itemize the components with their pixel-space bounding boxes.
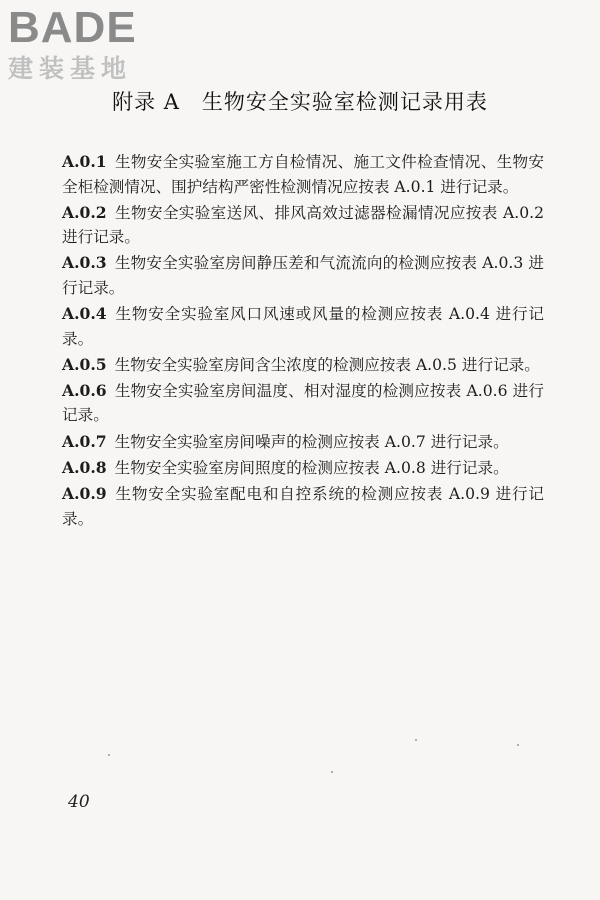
clause-text: 生物安全实验室房间噪声的检测应按表 A.0.7 进行记录。 <box>114 432 509 451</box>
clause-item <box>62 482 544 531</box>
scan-speck <box>517 744 519 746</box>
page-number: 40 <box>68 792 90 812</box>
scan-speck <box>108 754 110 756</box>
clause-number: A.0.4 <box>62 304 107 324</box>
clause-number: A.0.6 <box>62 380 107 400</box>
clause-item <box>62 379 544 428</box>
clause-number: A.0.8 <box>62 457 107 477</box>
scan-speck <box>415 739 417 741</box>
clause-item <box>62 251 544 300</box>
clause-number: A.0.1 <box>62 152 107 171</box>
clause-number: A.0.3 <box>62 253 107 273</box>
clause-text: 生物安全实验室施工方自检情况、施工文件检查情况、生物安全柜检测情况、围护结构严密性检测情况应按表 A.0.1 进行记录。 <box>62 153 544 196</box>
brand-logo-text: BADE <box>8 3 137 52</box>
clause-item <box>62 353 544 378</box>
clause-number: A.0.7 <box>62 431 107 451</box>
clause-item <box>62 201 544 250</box>
clause-number: A.0.2 <box>62 202 107 222</box>
clause-text: 生物安全实验室房间温度、相对湿度的检测应按表 A.0.6 进行记录。 <box>62 381 544 425</box>
clause-number: A.0.5 <box>62 354 107 374</box>
brand-logo <box>8 3 178 84</box>
clause-text: 生物安全实验室房间照度的检测应按表 A.0.8 进行记录。 <box>114 458 509 477</box>
clause-text: 生物安全实验室房间静压差和气流流向的检测应按表 A.0.3 进行记录。 <box>62 254 544 297</box>
scan-speck <box>331 771 333 773</box>
clause-text: 生物安全实验室配电和自控系统的检测应按表 A.0.9 进行记录。 <box>62 485 544 528</box>
clause-text: 生物安全实验室风口风速或风量的检测应按表 A.0.4 进行记录。 <box>62 305 544 348</box>
clause-item <box>62 430 544 455</box>
appendix-title: 附录 A 生物安全实验室检测记录用表 <box>112 90 488 114</box>
clause-item <box>62 456 544 481</box>
clause-number: A.0.9 <box>62 484 107 503</box>
clause-text: 生物安全实验室房间含尘浓度的检测应按表 A.0.5 进行记录。 <box>114 355 540 374</box>
clause-item <box>62 150 544 199</box>
clause-list <box>62 150 544 533</box>
clause-item <box>62 302 544 351</box>
brand-logo-subtitle: 建装基地 <box>8 54 133 83</box>
clause-text: 生物安全实验室送风、排风高效过滤器检漏情况应按表 A.0.2 进行记录。 <box>62 203 544 247</box>
